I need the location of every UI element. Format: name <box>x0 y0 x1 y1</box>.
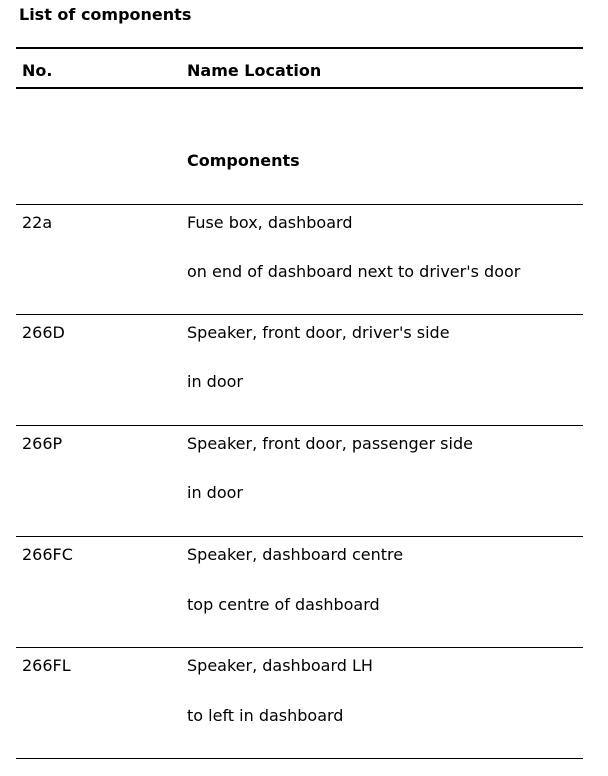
row-number: 266P <box>22 434 63 453</box>
header-bottom-rule <box>16 87 583 89</box>
row-number: 22a <box>22 213 53 232</box>
table-bottom-rule <box>16 758 583 759</box>
row-name: Speaker, front door, driver's side <box>187 323 450 342</box>
section-title: Components <box>187 151 300 170</box>
row-divider <box>16 647 583 648</box>
row-divider <box>16 425 583 426</box>
header-name-location: Name Location <box>187 61 322 80</box>
header-no: No. <box>22 61 53 80</box>
row-name: Speaker, dashboard centre <box>187 545 404 564</box>
row-location: top centre of dashboard <box>187 595 380 614</box>
row-divider <box>16 536 583 537</box>
row-divider <box>16 314 583 315</box>
document-title: List of components <box>19 5 192 24</box>
table-top-rule <box>16 47 583 49</box>
row-location: in door <box>187 483 243 502</box>
row-number: 266FC <box>22 545 73 564</box>
row-location: on end of dashboard next to driver's door <box>187 262 521 281</box>
row-name: Fuse box, dashboard <box>187 213 353 232</box>
row-location: in door <box>187 372 243 391</box>
row-name: Speaker, front door, passenger side <box>187 434 473 453</box>
row-divider <box>16 204 583 205</box>
row-name: Speaker, dashboard LH <box>187 656 373 675</box>
row-number: 266D <box>22 323 65 342</box>
row-location: to left in dashboard <box>187 706 344 725</box>
row-number: 266FL <box>22 656 71 675</box>
